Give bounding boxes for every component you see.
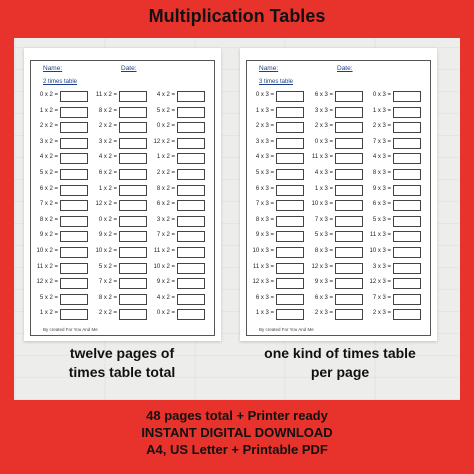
problem-item	[248, 169, 304, 180]
date-label: Date:	[121, 65, 137, 72]
table-label: 3 times table	[259, 79, 294, 85]
answer-box	[276, 169, 304, 180]
problem-item	[365, 247, 421, 258]
problem-item	[307, 200, 363, 211]
problem-label: 1 x 2 =	[39, 107, 58, 114]
problem-label: 1 x 2 =	[98, 185, 117, 192]
problem-item	[91, 138, 147, 149]
answer-box	[393, 122, 421, 133]
problem-label: 12 x 3 =	[252, 279, 274, 286]
problem-item	[307, 278, 363, 289]
answer-box	[335, 231, 363, 242]
answer-box	[119, 107, 147, 118]
problem-item	[307, 138, 363, 149]
problem-label: 0 x 3 =	[255, 92, 274, 98]
worksheet-frame	[246, 60, 431, 336]
problem-item	[365, 138, 421, 149]
answer-box	[60, 309, 88, 320]
problem-label: 1 x 3 =	[314, 185, 333, 192]
answer-box	[393, 107, 421, 118]
problem-item	[91, 278, 147, 289]
caption-line: one kind of times table	[264, 345, 416, 361]
answer-box	[60, 278, 88, 289]
answer-box	[60, 294, 88, 305]
answer-box	[276, 200, 304, 211]
answer-box	[276, 138, 304, 149]
problem-label: 3 x 2 =	[98, 138, 117, 145]
date-label: Date:	[337, 65, 353, 72]
problem-label: 2 x 3 =	[314, 310, 333, 317]
answer-box	[393, 247, 421, 258]
problem-item	[365, 231, 421, 242]
problem-item	[307, 216, 363, 227]
problem-label: 11 x 2 =	[95, 92, 117, 98]
problem-label: 12 x 2 =	[36, 279, 58, 286]
problem-item	[32, 263, 88, 274]
problem-item	[32, 185, 88, 196]
answer-box	[177, 122, 205, 133]
problem-label: 0 x 2 =	[156, 123, 175, 130]
problem-label: 0 x 2 =	[156, 310, 175, 317]
answer-box	[393, 138, 421, 149]
answer-box	[335, 185, 363, 196]
answer-box	[335, 247, 363, 258]
problem-label: 10 x 3 =	[311, 201, 333, 208]
answer-box	[335, 107, 363, 118]
answer-box	[335, 294, 363, 305]
answer-box	[276, 107, 304, 118]
name-label: Name:	[259, 65, 279, 72]
problem-label: 1 x 2 =	[156, 154, 175, 161]
answer-box	[119, 169, 147, 180]
answer-box	[276, 231, 304, 242]
problem-label: 11 x 3 =	[369, 232, 391, 239]
problem-label: 5 x 2 =	[39, 170, 58, 176]
answer-box	[393, 216, 421, 227]
problem-label: 0 x 2 =	[39, 92, 58, 98]
answer-box	[119, 153, 147, 164]
problem-label: 0 x 3 =	[372, 92, 391, 98]
problem-label: 5 x 2 =	[98, 263, 117, 270]
problem-label: 10 x 3 =	[252, 248, 274, 254]
problem-item	[365, 153, 421, 164]
problem-item	[365, 294, 421, 305]
problem-label: 2 x 3 =	[372, 310, 391, 317]
problem-label: 4 x 2 =	[156, 294, 175, 301]
worksheet-footer: By created For You And Me	[259, 327, 314, 332]
problem-item	[91, 185, 147, 196]
problem-item	[307, 169, 363, 180]
problem-item	[365, 107, 421, 118]
answer-box	[177, 200, 205, 211]
problem-label: 11 x 3 =	[311, 154, 333, 161]
problem-item	[32, 231, 88, 242]
problem-label: 6 x 2 =	[98, 170, 117, 176]
problem-label: 8 x 3 =	[372, 170, 391, 176]
answer-box	[177, 309, 205, 320]
problem-item	[248, 138, 304, 149]
caption-line: twelve pages of	[69, 345, 175, 361]
answer-box	[335, 216, 363, 227]
problem-label: 3 x 2 =	[156, 216, 175, 223]
answer-box	[60, 138, 88, 149]
problem-item	[91, 91, 147, 102]
problem-item	[365, 200, 421, 211]
answer-box	[335, 138, 363, 149]
problem-label: 1 x 3 =	[255, 310, 274, 317]
problem-item	[248, 231, 304, 242]
caption-left	[22, 344, 222, 382]
problem-label: 9 x 3 =	[372, 185, 391, 192]
problem-label: 2 x 3 =	[372, 123, 391, 130]
answer-box	[335, 91, 363, 102]
problem-item	[149, 122, 205, 133]
problem-item	[365, 91, 421, 102]
problem-item	[149, 294, 205, 305]
problem-label: 2 x 3 =	[255, 123, 274, 130]
problem-label: 2 x 2 =	[156, 170, 175, 176]
problem-item	[248, 91, 304, 102]
problem-item	[32, 107, 88, 118]
answer-box	[177, 153, 205, 164]
problem-label: 7 x 3 =	[314, 216, 333, 223]
problem-item	[307, 107, 363, 118]
problem-item	[248, 247, 304, 258]
answer-box	[119, 278, 147, 289]
problem-item	[307, 185, 363, 196]
problem-item	[91, 216, 147, 227]
problem-item	[91, 169, 147, 180]
problem-item	[365, 185, 421, 196]
problem-label: 7 x 3 =	[372, 294, 391, 301]
answer-box	[393, 200, 421, 211]
answer-box	[393, 263, 421, 274]
problem-item	[91, 153, 147, 164]
answer-box	[393, 294, 421, 305]
problem-item	[149, 91, 205, 102]
problem-label: 1 x 2 =	[39, 310, 58, 317]
answer-box	[60, 169, 88, 180]
problem-item	[149, 247, 205, 258]
problem-item	[32, 91, 88, 102]
problem-label: 12 x 3 =	[311, 263, 333, 270]
problem-label: 4 x 3 =	[255, 154, 274, 161]
problem-label: 8 x 3 =	[255, 216, 274, 223]
problem-item	[307, 91, 363, 102]
problem-label: 1 x 3 =	[372, 107, 391, 114]
answer-box	[177, 107, 205, 118]
problem-label: 9 x 3 =	[314, 279, 333, 286]
problem-item	[32, 294, 88, 305]
problem-label: 7 x 2 =	[156, 232, 175, 239]
problem-item	[91, 294, 147, 305]
problem-label: 5 x 2 =	[39, 294, 58, 301]
problem-label: 11 x 2 =	[153, 248, 175, 254]
problem-label: 4 x 2 =	[98, 154, 117, 161]
answer-box	[177, 91, 205, 102]
answer-box	[393, 169, 421, 180]
answer-box	[276, 153, 304, 164]
problem-label: 9 x 2 =	[156, 279, 175, 286]
answer-box	[119, 263, 147, 274]
problem-label: 9 x 3 =	[255, 232, 274, 239]
problem-label: 7 x 3 =	[255, 201, 274, 208]
problem-item	[149, 200, 205, 211]
problem-label: 3 x 3 =	[372, 263, 391, 270]
problem-label: 2 x 2 =	[98, 310, 117, 317]
problem-label: 3 x 2 =	[39, 138, 58, 145]
answer-box	[276, 294, 304, 305]
problem-item	[149, 153, 205, 164]
problem-label: 6 x 3 =	[372, 201, 391, 208]
answer-box	[119, 294, 147, 305]
answer-box	[335, 309, 363, 320]
worksheet-frame	[30, 60, 215, 336]
info-line: INSTANT DIGITAL DOWNLOAD	[141, 425, 333, 440]
problem-label: 0 x 2 =	[98, 216, 117, 223]
problem-label: 4 x 3 =	[314, 170, 333, 176]
problem-item	[248, 294, 304, 305]
problem-item	[91, 231, 147, 242]
problem-item	[91, 122, 147, 133]
problem-item	[248, 153, 304, 164]
problem-item	[365, 122, 421, 133]
answer-box	[177, 231, 205, 242]
problem-label: 11 x 2 =	[36, 263, 58, 270]
answer-box	[276, 247, 304, 258]
problem-item	[248, 200, 304, 211]
answer-box	[119, 138, 147, 149]
answer-box	[119, 91, 147, 102]
answer-box	[393, 91, 421, 102]
problem-label: 12 x 2 =	[153, 138, 175, 145]
answer-box	[335, 263, 363, 274]
problem-item	[365, 263, 421, 274]
problem-item	[32, 200, 88, 211]
answer-box	[276, 309, 304, 320]
problem-label: 6 x 2 =	[39, 185, 58, 192]
answer-box	[119, 185, 147, 196]
problem-item	[365, 278, 421, 289]
problem-item	[149, 138, 205, 149]
problem-label: 7 x 2 =	[98, 279, 117, 286]
answer-box	[393, 153, 421, 164]
problem-item	[91, 200, 147, 211]
problem-item	[307, 294, 363, 305]
caption-line: times table total	[68, 364, 176, 380]
answer-box	[119, 309, 147, 320]
answer-box	[60, 263, 88, 274]
problem-item	[149, 107, 205, 118]
problem-item	[91, 247, 147, 258]
answer-box	[335, 122, 363, 133]
problem-label: 0 x 3 =	[314, 138, 333, 145]
answer-box	[177, 169, 205, 180]
answer-box	[276, 263, 304, 274]
problem-item	[365, 216, 421, 227]
problem-label: 5 x 3 =	[255, 170, 274, 176]
problem-item	[32, 122, 88, 133]
problem-label: 11 x 3 =	[252, 263, 274, 270]
problem-label: 2 x 2 =	[98, 123, 117, 130]
problem-label: 10 x 2 =	[95, 248, 117, 254]
problem-item	[307, 247, 363, 258]
problem-item	[149, 309, 205, 320]
problem-label: 9 x 2 =	[39, 232, 58, 239]
answer-box	[393, 185, 421, 196]
problem-label: 4 x 2 =	[39, 154, 58, 161]
answer-box	[60, 231, 88, 242]
answer-box	[177, 294, 205, 305]
problem-label: 10 x 2 =	[36, 248, 58, 254]
answer-box	[60, 153, 88, 164]
problem-item	[248, 263, 304, 274]
answer-box	[393, 309, 421, 320]
answer-box	[60, 200, 88, 211]
answer-box	[60, 122, 88, 133]
problem-item	[91, 263, 147, 274]
answer-box	[177, 185, 205, 196]
caption-line: per page	[310, 364, 370, 380]
answer-box	[60, 91, 88, 102]
problem-item	[32, 247, 88, 258]
problem-label: 5 x 3 =	[314, 232, 333, 239]
problem-item	[32, 309, 88, 320]
problem-item	[91, 107, 147, 118]
problem-item	[365, 309, 421, 320]
caption-right	[240, 344, 440, 382]
problem-label: 6 x 3 =	[255, 294, 274, 301]
problem-item	[32, 153, 88, 164]
answer-box	[119, 247, 147, 258]
problem-item	[149, 263, 205, 274]
answer-box	[60, 107, 88, 118]
answer-box	[177, 247, 205, 258]
answer-box	[177, 216, 205, 227]
problem-item	[248, 309, 304, 320]
page-title: Multiplication Tables	[148, 6, 326, 26]
problem-label: 8 x 2 =	[156, 185, 175, 192]
answer-box	[335, 153, 363, 164]
problem-item	[32, 216, 88, 227]
answer-box	[177, 263, 205, 274]
problem-item	[149, 216, 205, 227]
problem-label: 4 x 3 =	[372, 154, 391, 161]
info-line: 48 pages total + Printer ready	[146, 408, 328, 423]
problem-label: 6 x 2 =	[156, 201, 175, 208]
info-line: A4, US Letter + Printable PDF	[146, 442, 328, 457]
answer-box	[60, 185, 88, 196]
problem-label: 2 x 2 =	[39, 123, 58, 130]
problem-item	[307, 153, 363, 164]
answer-box	[276, 91, 304, 102]
answer-box	[393, 278, 421, 289]
problem-label: 9 x 2 =	[98, 232, 117, 239]
answer-box	[60, 216, 88, 227]
problem-label: 7 x 3 =	[372, 138, 391, 145]
problem-label: 8 x 3 =	[314, 248, 333, 254]
problem-item	[307, 122, 363, 133]
answer-box	[276, 216, 304, 227]
problem-label: 8 x 2 =	[98, 294, 117, 301]
problem-label: 10 x 3 =	[369, 248, 391, 254]
problem-item	[149, 169, 205, 180]
answer-box	[335, 200, 363, 211]
problem-label: 6 x 3 =	[314, 92, 333, 98]
problem-item	[307, 231, 363, 242]
problem-label: 6 x 3 =	[314, 294, 333, 301]
problem-item	[91, 309, 147, 320]
problem-item	[32, 138, 88, 149]
table-label: 2 times table	[43, 79, 78, 85]
answer-box	[119, 216, 147, 227]
problem-label: 2 x 3 =	[314, 123, 333, 130]
problem-item	[307, 263, 363, 274]
answer-box	[393, 231, 421, 242]
answer-box	[177, 138, 205, 149]
problem-item	[248, 185, 304, 196]
answer-box	[335, 278, 363, 289]
problem-label: 5 x 3 =	[372, 216, 391, 223]
problem-item	[32, 278, 88, 289]
problem-label: 4 x 2 =	[156, 92, 175, 98]
problem-label: 6 x 3 =	[255, 185, 274, 192]
answer-box	[276, 122, 304, 133]
problem-label: 12 x 3 =	[369, 279, 391, 286]
worksheet-2-times	[24, 48, 221, 341]
name-label: Name:	[43, 65, 63, 72]
problem-item	[149, 278, 205, 289]
answer-box	[119, 231, 147, 242]
problem-label: 3 x 3 =	[255, 138, 274, 145]
answer-box	[276, 185, 304, 196]
answer-box	[335, 169, 363, 180]
problem-label: 10 x 2 =	[153, 263, 175, 270]
answer-box	[276, 278, 304, 289]
problem-item	[149, 231, 205, 242]
worksheet-footer: By created For You And Me	[43, 327, 98, 332]
answer-box	[177, 278, 205, 289]
problem-label: 12 x 2 =	[95, 201, 117, 208]
problem-item	[248, 107, 304, 118]
problem-label: 8 x 2 =	[39, 216, 58, 223]
answer-box	[119, 200, 147, 211]
answer-box	[119, 122, 147, 133]
problem-label: 5 x 2 =	[156, 107, 175, 114]
answer-box	[60, 247, 88, 258]
problem-item	[365, 169, 421, 180]
problem-label: 3 x 3 =	[314, 107, 333, 114]
problem-item	[248, 216, 304, 227]
problem-label: 7 x 2 =	[39, 201, 58, 208]
problem-label: 1 x 3 =	[255, 107, 274, 114]
problem-item	[149, 185, 205, 196]
problem-label: 8 x 2 =	[98, 107, 117, 114]
problem-item	[307, 309, 363, 320]
problem-item	[248, 122, 304, 133]
problem-item	[248, 278, 304, 289]
problem-item	[32, 169, 88, 180]
worksheet-3-times	[240, 48, 437, 341]
